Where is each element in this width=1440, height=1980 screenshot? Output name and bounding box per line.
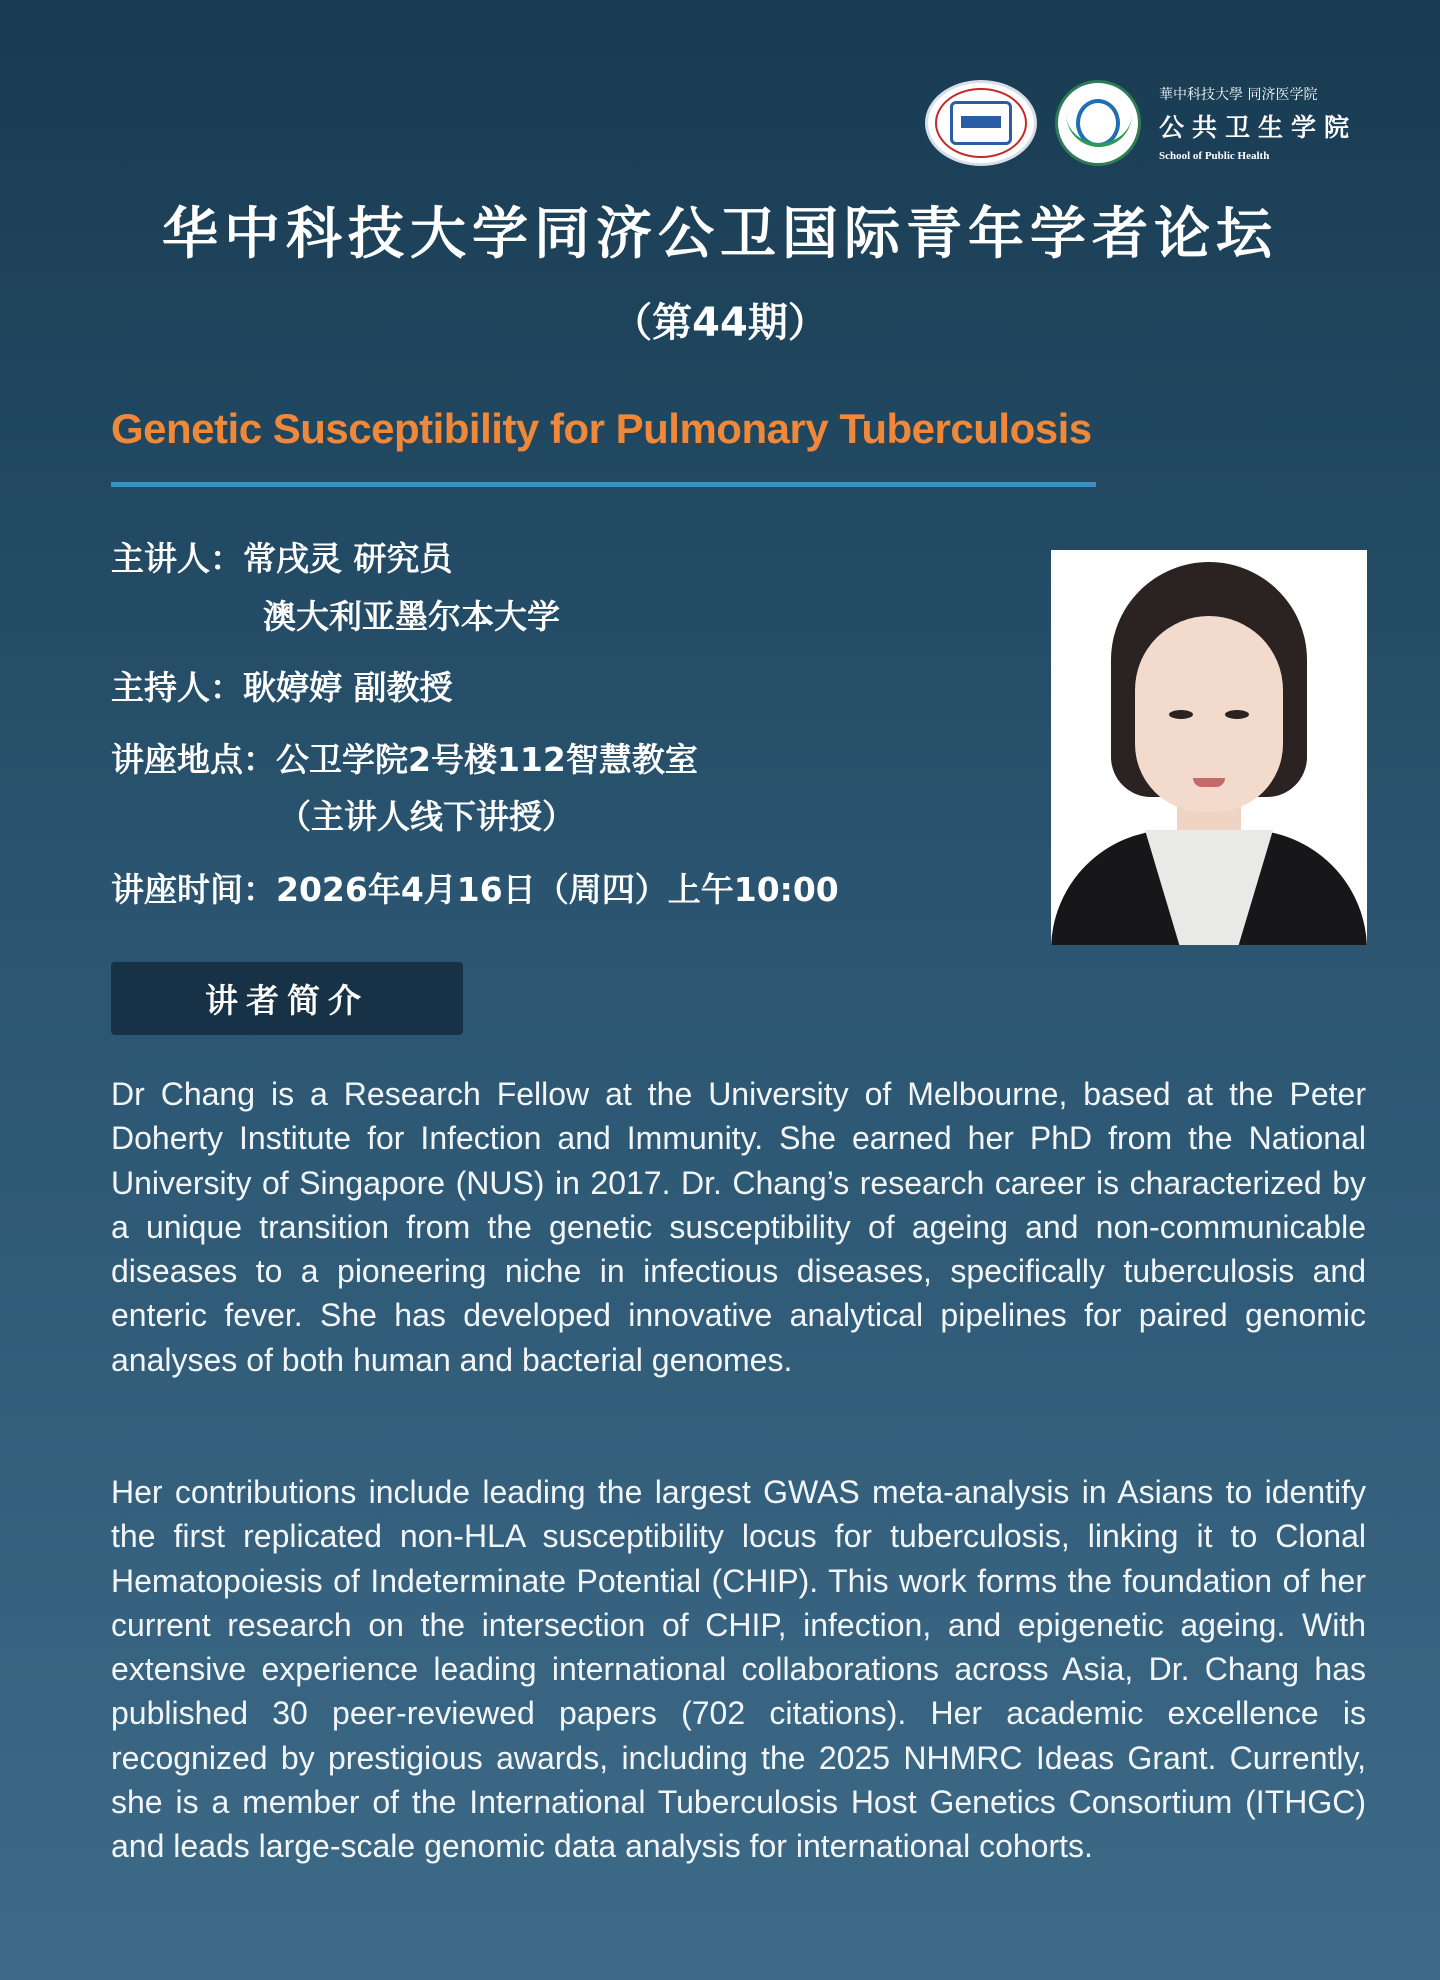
- seal-emblem: [950, 101, 1012, 145]
- section-heading-box: [111, 962, 463, 1035]
- time-value: 2026年4月16日（周四）上午10:00: [276, 870, 839, 909]
- venue-label: 讲座地点：: [111, 740, 276, 779]
- seal-emblem-leaf: [1066, 111, 1132, 147]
- title-divider: [111, 482, 1096, 487]
- time-label: 讲座时间：: [111, 870, 276, 909]
- school-name-block: [1159, 84, 1357, 162]
- venue-value: 公卫学院2号楼112智慧教室: [276, 740, 698, 779]
- speaker-photo: [1051, 550, 1367, 945]
- speaker-row: [111, 533, 453, 580]
- school-seal-icon: [1055, 80, 1141, 166]
- bio-paragraph-2: Her contributions include leading the largest GWAS meta-analysis in Asians to identify the first replicated non-HLA susceptibility locus for tuberculosis, linking it to Clonal Hematopoiesis of Indeterminate Potential (CHIP). This work forms the foundation of her current research on the intersection of CHIP, infection, and epigenetic ageing. With extensive experience leading international collaborations across Asia, Dr. Chang has published 30 peer-reviewed papers (702 citations). Her academic excellence is recognized by prestigious awards, including the 2025 NHMRC Ideas Grant. Currently, she is a member of the International Tuberculosis Host Genetics Consortium (ITHGC) and leads large-scale genomic data analysis for international cohorts.: [111, 1474, 1366, 1865]
- venue-row: [111, 734, 698, 781]
- venue-note: （主讲人线下讲授）: [278, 797, 575, 836]
- header-logos: [925, 78, 1357, 168]
- host-label: 主持人：: [111, 668, 243, 707]
- issue-number: （第44期）: [612, 300, 828, 346]
- host-row: [111, 662, 453, 709]
- school-name-line2: 公共卫生学院: [1159, 113, 1358, 142]
- photo-mouth: [1193, 778, 1225, 787]
- host-name: 耿婷婷 副教授: [243, 668, 453, 707]
- time-row: [111, 864, 839, 911]
- section-heading: 讲者简介: [205, 981, 369, 1020]
- bio-paragraph-1: Dr Chang is a Research Fellow at the University of Melbourne, based at the Peter Doherty Institute for Infection and Immunity. She earned her PhD from the National University of Singapore (NUS) in 2017. Dr. Chang’s research career is characterized by a unique transition from the genetic susceptibility of ageing and non-communicable diseases to a pioneering niche in infectious diseases, specifically tuberculosis and enteric fever. She has developed innovative analytical pipelines for paired genomic analyses of both human and bacterial genomes.: [111, 1076, 1366, 1378]
- forum-title: 华中科技大学同济公卫国际青年学者论坛: [162, 202, 1278, 267]
- photo-eye-left: [1169, 710, 1193, 719]
- university-seal-icon: [925, 80, 1037, 166]
- speaker-label: 主讲人：: [111, 539, 243, 578]
- speaker-name: 常戌灵 研究员: [243, 539, 453, 578]
- school-name-line1: 華中科技大學 同济医学院: [1159, 87, 1318, 103]
- school-name-line3: School of Public Health: [1159, 150, 1270, 162]
- photo-eye-right: [1225, 710, 1249, 719]
- talk-title: Genetic Susceptibility for Pulmonary Tuberculosis: [111, 405, 1092, 452]
- speaker-affiliation: 澳大利亚墨尔本大学: [263, 597, 560, 636]
